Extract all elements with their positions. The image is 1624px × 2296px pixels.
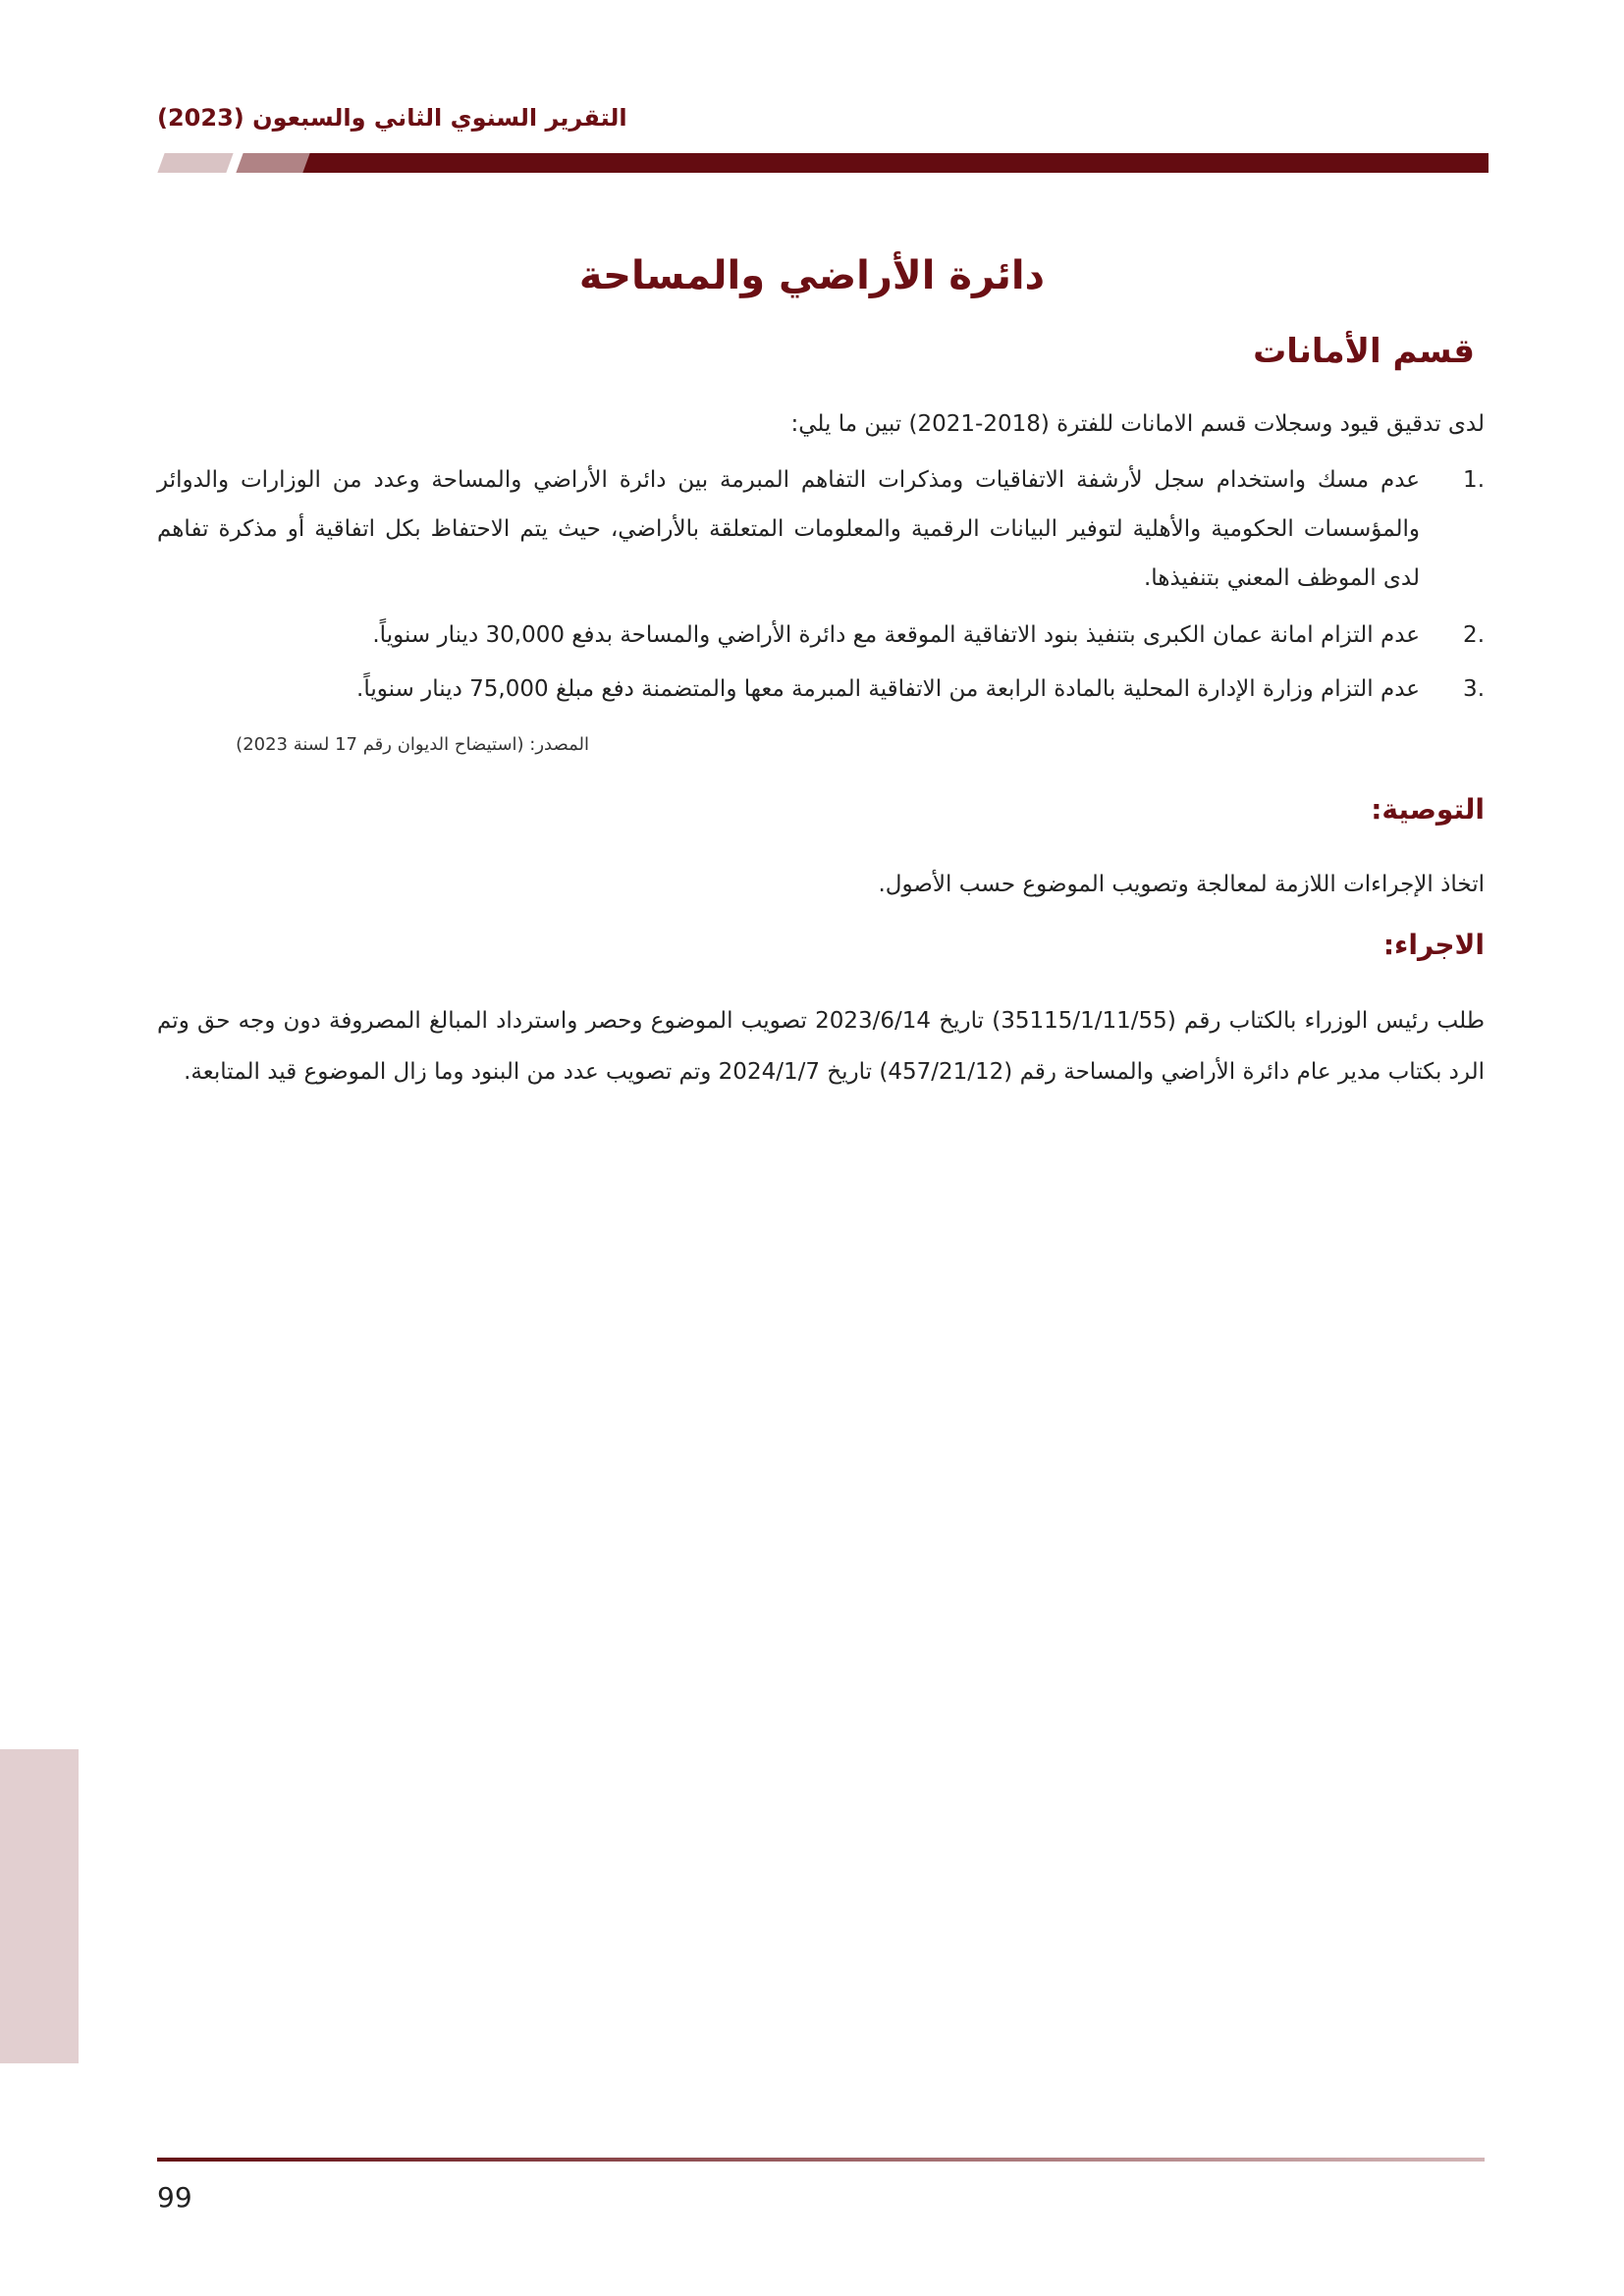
footer-divider: [157, 2158, 1485, 2162]
page-number: 99: [157, 2181, 192, 2214]
action-heading: الاجراء:: [1382, 929, 1485, 961]
item-number: .1: [1463, 467, 1485, 493]
section-subtitle: قسم الأمانات: [1253, 332, 1475, 371]
recommendation-heading: التوصية:: [1371, 793, 1485, 826]
finding-item: [157, 611, 1485, 660]
item-text: عدم التزام امانة عمان الكبرى بتنفيذ بنود الاتفاقية الموقعة مع دائرة الأراضي والمساحة بدفع 30,000 دينار سنوياً.: [372, 622, 1420, 648]
finding-item: [157, 455, 1485, 603]
intro-paragraph: لدى تدقيق قيود وسجلات قسم الامانات للفترة (2018-2021) تبين ما يلي:: [790, 411, 1485, 437]
item-number: .2: [1463, 622, 1485, 648]
running-header-title: التقرير السنوي الثاني والسبعون (2023): [157, 104, 627, 132]
recommendation-text: اتخاذ الإجراءات اللازمة لمعالجة وتصويب الموضوع حسب الأصول.: [878, 872, 1485, 897]
header-bar-segment-pale: [157, 153, 233, 173]
finding-item: [157, 665, 1485, 714]
item-number: .3: [1463, 676, 1485, 702]
item-text: عدم التزام وزارة الإدارة المحلية بالمادة الرابعة من الاتفاقية المبرمة معها والمتضمنة دفع مبلغ 75,000 دينار سنوياً.: [356, 676, 1420, 702]
header-bar-main: [316, 153, 1489, 173]
side-tab-decoration: [0, 1749, 79, 2063]
item-text: عدم مسك واستخدام سجل لأرشفة الاتفاقيات ومذكرات التفاهم المبرمة بين دائرة الأراضي والمساحة وعدد من الوزارات والدوائر والمؤسسات الحكومية والأهلية لتوفير البيانات الرقمية والمعلومات المتعلقة بالأراضي، حيث يتم الاحتفاظ بكل اتفاقية أو مذكرة تفاهم لدى الموظف المعني بتنفيذها.: [157, 467, 1420, 591]
action-text: طلب رئيس الوزراء بالكتاب رقم (35115/1/11/55) تاريخ 2023/6/14 تصويب الموضوع وحصر واسترداد المبالغ المصروفة دون وجه حق وتم الرد بكتاب مدير عام دائرة الأراضي والمساحة رقم (457/21/12) تاريخ 2024/1/7 وتم تصويب عدد من البنود وما زال الموضوع قيد المتابعة.: [157, 1008, 1485, 1085]
page-title: دائرة الأراضي والمساحة: [578, 253, 1046, 298]
source-note: المصدر: (استيضاح الديوان رقم 17 لسنة 2023): [236, 734, 589, 755]
header-bar-segment-light: [236, 153, 311, 173]
